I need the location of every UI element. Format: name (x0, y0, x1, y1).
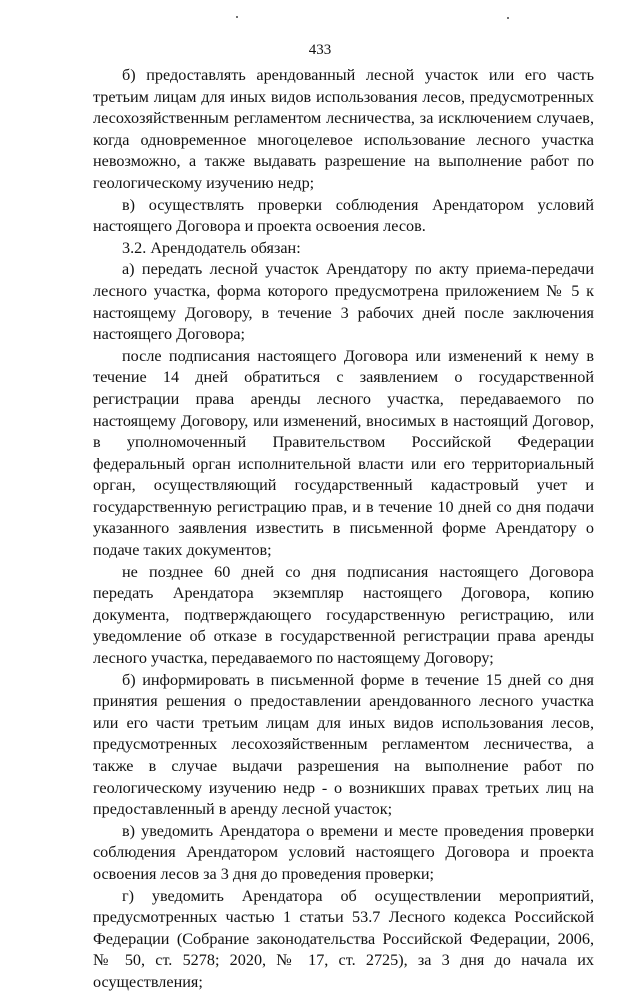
scan-speck (507, 17, 509, 19)
paragraph-state-registration: после подписания настоящего Договора или изменений к нему в течение 14 дней обратиться с заявлением о государственной регистрации права аренды лесного участка, передаваемого по настоящему Договору, или изменений, вносимых в настоящий Договор, в уполномоченный Правительством Российской Федерации федеральный орган исполнительной власти или его территориальный орган, осуществляющий государственный кадастровый учет и государственную регистрацию прав, и в течение 10 дней со дня подачи указанного заявления известить в письменной форме Арендатору о подаче таких документов; (93, 346, 594, 560)
paragraph-transfer-plot: а) передать лесной участок Арендатору по акту приема-передачи лесного участка, форма которого предусмотрена приложением № 5 к настоящему Договору, в течение 3 рабочих дней после заключения настоящего Договора; (93, 260, 594, 344)
paragraph-notify-inspection: в) уведомить Арендатора о времени и месте проведения проверки соблюдения Арендатором условий настоящего Договора и проекта освоения лесов за 3 дня до проведения проверки; (93, 821, 594, 883)
paragraph-inspections: в) осуществлять проверки соблюдения Арендатором условий настоящего Договора и проекта освоения лесов. (93, 195, 594, 236)
page-number: 433 (308, 42, 332, 58)
paragraph-notify-measures: г) уведомить Арендатора об осуществлении мероприятий, предусмотренных частью 1 статьи 53.7 Лесного кодекса Российской Федерации (Собрание законодательства Российской Федерации, 2006, № 50, ст. 5278; 2020, № 17, ст. 2725), за 3 дня до начала их осуществления; (93, 886, 594, 991)
paragraph-transfer-copy: не позднее 60 дней со дня подписания настоящего Договора передать Арендатора экземпляр настоящего Договора, копию документа, подтверждающего государственную регистрацию, или уведомление об отказе в государственной регистрации права аренды лесного участка, передаваемого по настоящему Договору; (93, 562, 594, 668)
paragraph-inform-third-parties: б) информировать в письменной форме в течение 15 дней со дня принятия решения о предоставлении арендованного лесного участка или его части третьим лицам для иных видов использования лесов, предусмотренных лесохозяйственным регламентом лесничества, а также в случае выдачи разрешения на выполнение работ по геологическому изучению недр - о возникших правах третьих лиц на предоставленный в аренду лесной участок; (93, 670, 594, 819)
document-body (93, 65, 594, 994)
section-heading-lessor-obligations: 3.2. Арендодатель обязан: (122, 238, 301, 257)
scan-speck (236, 16, 238, 18)
paragraph-lease-subletting: б) предоставлять арендованный лесной участок или его часть третьим лицам для иных видов использования лесов, предусмотренных лесохозяйственным регламентом лесничества, за исключением случаев, когда одновременное многоцелевое использование лесного участка невозможно, а также выдавать разрешение на выполнение работ по геологическому изучению недр; (93, 66, 594, 192)
